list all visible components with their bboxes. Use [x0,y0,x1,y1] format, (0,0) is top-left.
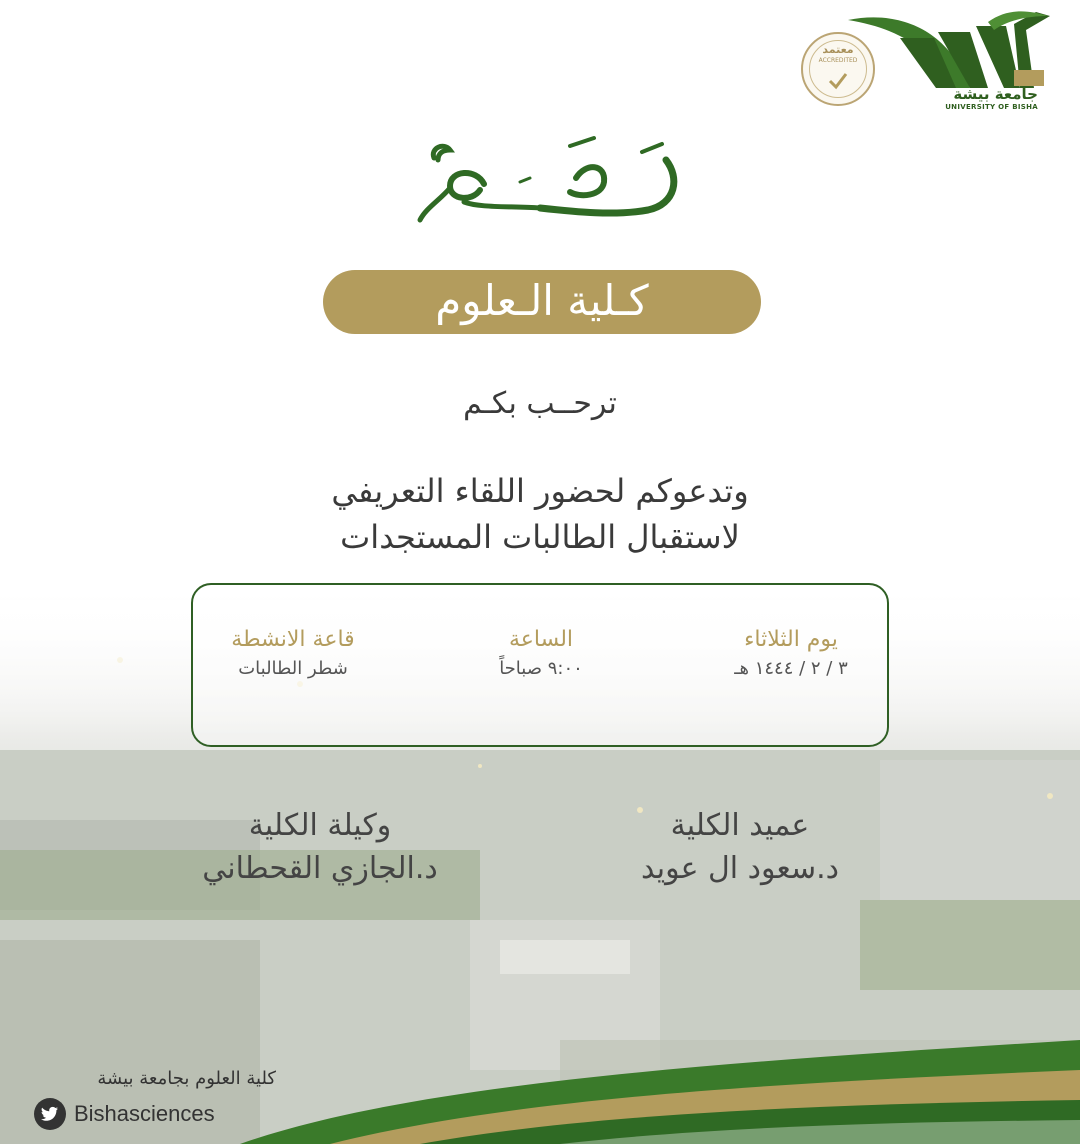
vice-dean-signature-block [150,808,490,886]
seal-label-arabic: معتمد [822,43,854,56]
event-date: ٣ / ٢ / ١٤٤٤ هـ [734,658,848,679]
event-day-label: يوم الثلاثاء [744,627,838,652]
event-place-label: قاعة الانشطة [231,627,355,652]
university-name-arabic: جامعة بيشة [953,85,1038,103]
invitation-line-2: لاستقبال الطالبات المستجدات [340,518,740,556]
university-name-english: UNIVERSITY OF BISHA [945,103,1038,111]
college-name-banner [323,270,761,334]
accreditation-seal-icon [801,32,875,106]
footer-account-name: كلية العلوم بجامعة بيشة [97,1068,276,1089]
event-place: شطر الطالبات [238,658,348,679]
dean-signature-block [590,808,890,886]
vice-dean-name: د.الجازي القحطاني [202,851,438,886]
vice-dean-title: وكيلة الكلية [248,808,392,843]
event-day-column [691,627,891,679]
checkmark-icon [827,70,849,92]
calligraphy-title-artwork [380,128,700,228]
welcome-text: ترحــب بكـم [463,386,617,421]
event-place-column [193,627,393,679]
college-name: كـلية الـعلوم [435,276,649,325]
dean-title: عميد الكلية [670,808,810,843]
twitter-bird-icon [34,1098,66,1130]
event-time-label: الساعة [508,627,574,652]
twitter-handle[interactable]: Bishasciences [74,1101,215,1126]
invitation-line-1: وتدعوكم لحضور اللقاء التعريفي [331,472,749,510]
footer-twitter-link[interactable] [34,1097,215,1131]
event-time-column [441,627,641,679]
event-time: ٩:٠٠ صباحاً [499,658,583,679]
seal-label-english: ACCREDITED [818,57,858,64]
dean-name: د.سعود ال عويد [640,851,840,886]
event-details-box [191,583,889,747]
